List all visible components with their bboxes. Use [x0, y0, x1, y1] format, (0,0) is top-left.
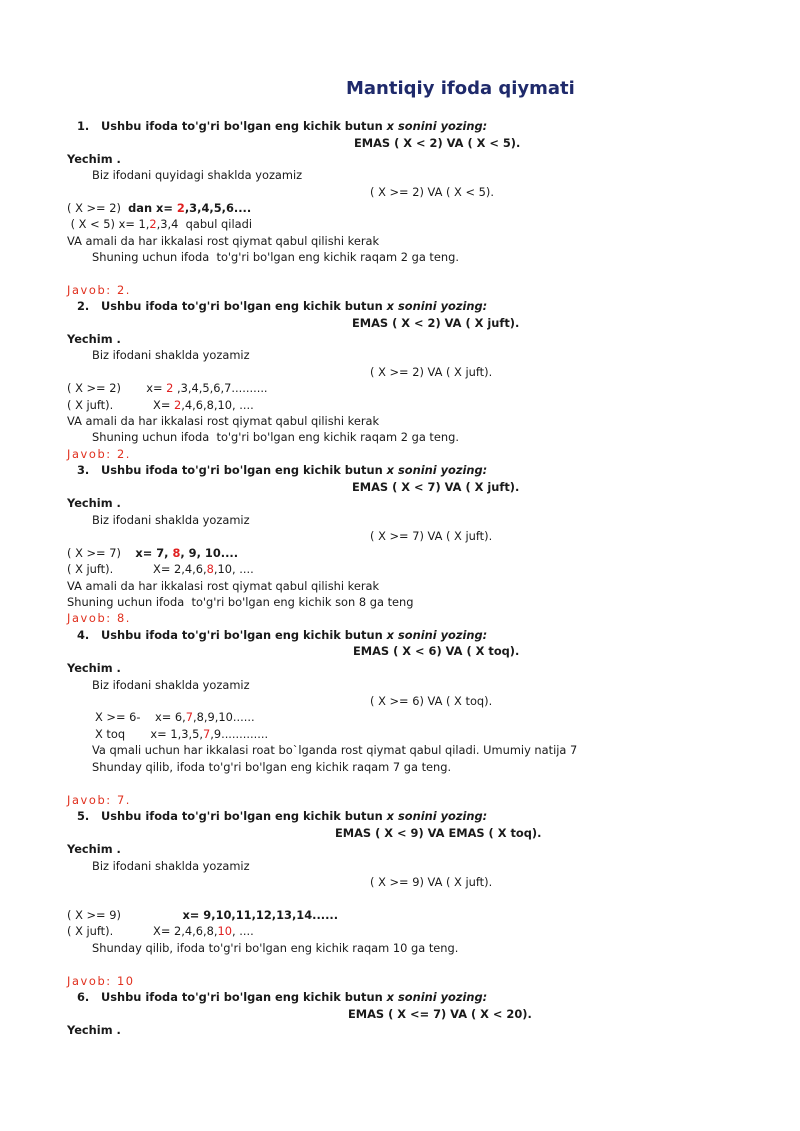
- page-title: Mantiqiy ifoda qiymati: [346, 78, 575, 99]
- solution-intro: Biz ifodani shaklda yozamiz: [92, 348, 250, 362]
- step-line: ( X >= 2) dan x= 2,3,4,5,6....: [67, 201, 252, 215]
- step-line: ( X >= 7) x= 7, 8, 9, 10....: [67, 546, 239, 560]
- step-line: ( X < 5) x= 1,2,3,4 qabul qiladi: [67, 217, 252, 231]
- answer: Javob: 2.: [67, 447, 132, 461]
- problem-4-expression: EMAS ( X < 6) VA ( X toq).: [353, 644, 520, 658]
- step-line: ( X juft). X= 2,4,6,8,10, ....: [67, 562, 254, 576]
- rewritten-expression: ( X >= 2) VA ( X < 5).: [370, 185, 494, 199]
- answer: Javob: 10: [67, 974, 135, 988]
- problem-3-expression: EMAS ( X < 7) VA ( X juft).: [352, 480, 520, 494]
- problem-6-expression: EMAS ( X <= 7) VA ( X < 20).: [348, 1007, 532, 1021]
- solution-intro: Biz ifodani shaklda yozamiz: [92, 859, 250, 873]
- problem-number: 3.: [77, 463, 90, 477]
- problem-number: 4.: [77, 628, 90, 642]
- solution-intro: Biz ifodani shaklda yozamiz: [92, 678, 250, 692]
- answer: Javob: 2.: [67, 283, 132, 297]
- solution-intro: Biz ifodani quyidagi shaklda yozamiz: [92, 168, 303, 182]
- problem-number: 2.: [77, 299, 90, 313]
- solution-label: Yechim .: [67, 842, 121, 856]
- step-line: X >= 6- x= 6,7,8,9,10......: [95, 710, 255, 724]
- problem-number: 6.: [77, 990, 90, 1004]
- va-explanation: VA amali da har ikkalasi rost qiymat qabul qilishi kerak: [67, 414, 380, 428]
- rewritten-expression: ( X >= 2) VA ( X juft).: [370, 365, 493, 379]
- solution-intro: Biz ifodani shaklda yozamiz: [92, 513, 250, 527]
- solution-label: Yechim .: [67, 661, 121, 675]
- rewritten-expression: ( X >= 6) VA ( X toq).: [370, 694, 493, 708]
- conclusion: Shunday qilib, ifoda to'g'ri bo'lgan eng kichik raqam 10 ga teng.: [92, 941, 459, 955]
- solution-label: Yechim .: [67, 496, 121, 510]
- step-line: ( X >= 9) x= 9,10,11,12,13,14......: [67, 908, 339, 922]
- solution-label: Yechim .: [67, 1023, 121, 1037]
- solution-label: Yechim .: [67, 332, 121, 346]
- problem-5-question: 5. Ushbu ifoda to'g'ri bo'lgan eng kichik butun x sonini yozing:: [77, 809, 488, 823]
- problem-4-question: 4. Ushbu ifoda to'g'ri bo'lgan eng kichik butun x sonini yozing:: [77, 628, 488, 642]
- va-explanation: VA amali da har ikkalasi rost qiymat qabul qilishi kerak: [67, 234, 380, 248]
- step-line: ( X juft). X= 2,4,6,8,10, ....: [67, 924, 254, 938]
- conclusion: Shuning uchun ifoda to'g'ri bo'lgan eng kichik son 8 ga teng: [67, 595, 414, 609]
- problem-6-question: 6. Ushbu ifoda to'g'ri bo'lgan eng kichik butun x sonini yozing:: [77, 990, 488, 1004]
- problem-1-expression: EMAS ( X < 2) VA ( X < 5).: [354, 136, 521, 150]
- problem-5-expression: EMAS ( X < 9) VA EMAS ( X toq).: [335, 826, 542, 840]
- step-line: X toq x= 1,3,5,7,9.............: [95, 727, 269, 741]
- conclusion: Shunday qilib, ifoda to'g'ri bo'lgan eng kichik raqam 7 ga teng.: [92, 760, 452, 774]
- problem-number: 5.: [77, 809, 90, 823]
- rewritten-expression: ( X >= 7) VA ( X juft).: [370, 529, 493, 543]
- conclusion: Shuning uchun ifoda to'g'ri bo'lgan eng kichik raqam 2 ga teng.: [92, 430, 459, 444]
- step-line: ( X juft). X= 2,4,6,8,10, ....: [67, 398, 254, 412]
- va-explanation: VA amali da har ikkalasi rost qiymat qabul qilishi kerak: [67, 579, 380, 593]
- problem-number: 1.: [77, 119, 90, 133]
- problem-1-question: 1. Ushbu ifoda to'g'ri bo'lgan eng kichik butun x sonini yozing:: [77, 119, 488, 133]
- problem-3-question: 3. Ushbu ifoda to'g'ri bo'lgan eng kichik butun x sonini yozing:: [77, 463, 488, 477]
- problem-2-expression: EMAS ( X < 2) VA ( X juft).: [352, 316, 520, 330]
- problem-2-question: 2. Ushbu ifoda to'g'ri bo'lgan eng kichik butun x sonini yozing:: [77, 299, 488, 313]
- answer: Javob: 7.: [67, 793, 132, 807]
- rewritten-expression: ( X >= 9) VA ( X juft).: [370, 875, 493, 889]
- va-explanation: Va qmali uchun har ikkalasi roat bo`lganda rost qiymat qabul qiladi. Umumiy natija 7: [92, 743, 578, 757]
- solution-label: Yechim .: [67, 152, 121, 166]
- conclusion: Shuning uchun ifoda to'g'ri bo'lgan eng kichik raqam 2 ga teng.: [92, 250, 459, 264]
- answer: Javob: 8.: [67, 611, 132, 625]
- step-line: ( X >= 2) x= 2 ,3,4,5,6,7..........: [67, 381, 268, 395]
